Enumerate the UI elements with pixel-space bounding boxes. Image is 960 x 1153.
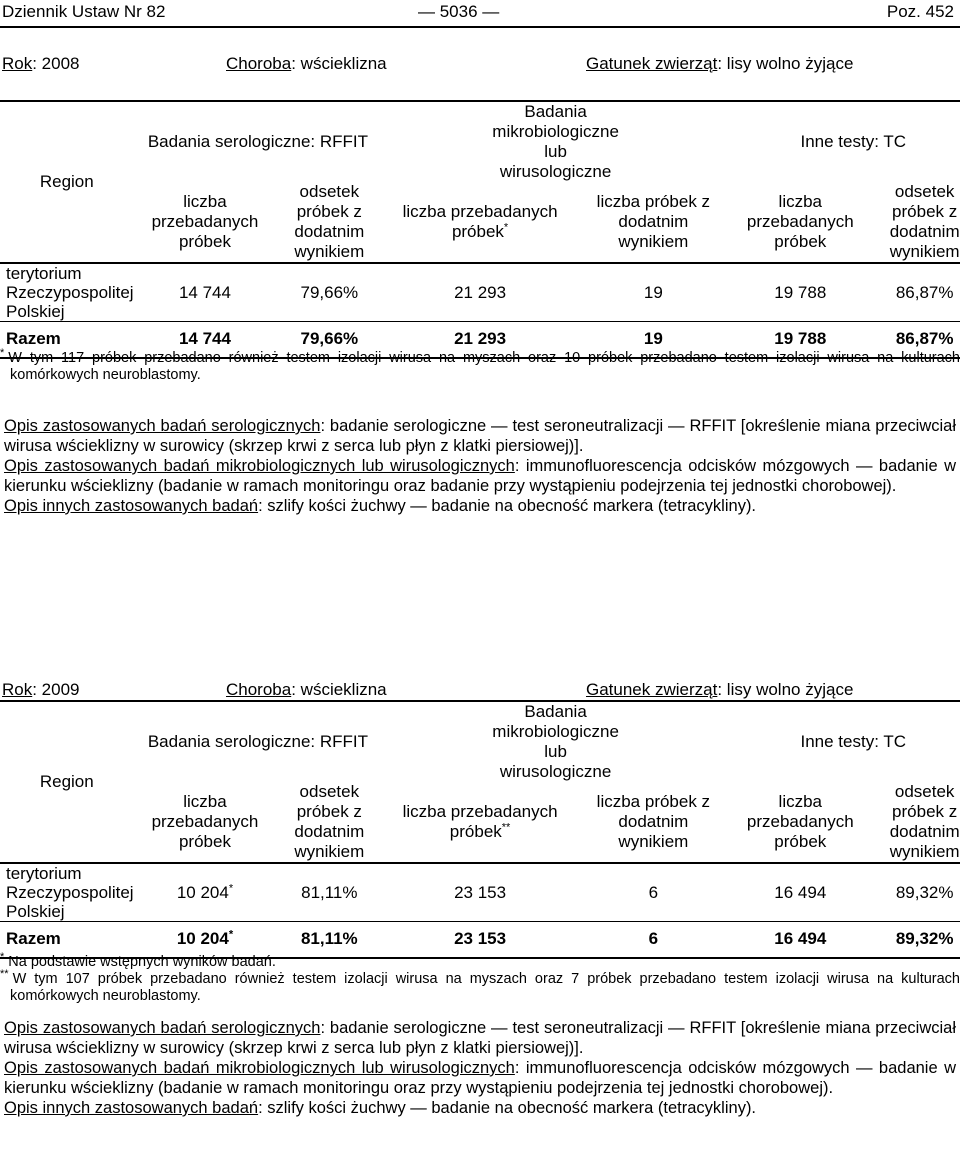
table-row [0, 263, 960, 322]
col-micro-count [382, 782, 578, 863]
species [586, 680, 853, 700]
year-value: : 2009 [32, 680, 80, 699]
value-text: 79,66% [300, 329, 359, 349]
footnote [0, 968, 960, 1005]
table-row [0, 863, 960, 922]
value-text: 10 204 [176, 882, 229, 902]
value-cell-2 [276, 863, 382, 922]
value-text: 14 744 [178, 329, 231, 349]
value-text: 79,66% [300, 282, 359, 302]
data-table [0, 100, 960, 359]
data-table [0, 700, 960, 959]
value-cell-2 [276, 263, 382, 322]
col-sero-count [134, 782, 277, 863]
value-cell-5 [729, 922, 872, 958]
value-text: 23 153 [454, 882, 507, 902]
journal-title: Dziennik Ustaw Nr 82 [2, 2, 166, 21]
col-micro-count [382, 182, 578, 263]
footnotes [0, 347, 960, 384]
value-cell-5 [729, 263, 872, 322]
value-cell-4 [578, 863, 729, 922]
disease-value: : wścieklizna [291, 54, 387, 73]
method-description [4, 416, 956, 456]
value-cell-3 [382, 863, 578, 922]
col-sero-percent-text: odsetek próbek z dodatnim wynikiem [294, 782, 365, 861]
species-label: Gatunek zwierząt [586, 54, 718, 73]
value-text: 81,11% [300, 929, 358, 949]
col-other-count [729, 782, 872, 863]
value-text: 89,32% [895, 929, 954, 949]
col-other-percent [872, 182, 960, 263]
method-description [4, 1098, 956, 1118]
col-sero-percent-text: odsetek próbek z dodatnim wynikiem [294, 182, 365, 261]
position-number: Poz. 452 [886, 2, 954, 21]
page-header [0, 0, 960, 28]
col-micro-positive [578, 782, 729, 863]
value-text: 23 153 [454, 929, 507, 949]
value-cell-1 [134, 863, 277, 922]
method-descriptions [4, 1018, 956, 1118]
value-text: 81,11% [301, 882, 358, 902]
value-cell-4 [578, 922, 729, 958]
header-row-columns [0, 182, 960, 263]
footnotes [0, 951, 960, 1005]
value-text: 19 788 [774, 282, 827, 302]
method-text: : immunofluorescencja odcisków mózgowych — badanie w kierunku wścieklizny (badanie w ramach monitoringu oraz badanie przy wystąpieniu podejrzenia tej jednostki chorobowej). [4, 457, 956, 495]
value-cell-6 [872, 263, 960, 322]
col-micro-positive-text: liczba próbek z dodatnim wynikiem [596, 192, 711, 251]
col-sero-count-text: liczba przebadanych próbek [151, 192, 259, 251]
header-row-columns [0, 782, 960, 863]
group-microbiology: Badania mikrobiologiczne lub wirusologiczne [382, 701, 729, 782]
footnote-mark: * [0, 347, 5, 360]
col-other-percent [872, 782, 960, 863]
method-label: Opis innych zastosowanych badań [4, 497, 259, 515]
footnote-text: W tym 117 próbek przebadano również testem izolacji wirusa na myszach oraz 10 próbek przebadano testem izolacji wirusa na kulturach komórkowych neuroblastomy. [8, 350, 960, 383]
col-other-count [729, 182, 872, 263]
value-cell-4 [578, 263, 729, 322]
value-cell-3 [382, 263, 578, 322]
region-cell: Razem [0, 922, 134, 958]
method-description [4, 1058, 956, 1098]
species [586, 54, 853, 74]
footnote [0, 951, 960, 971]
col-micro-positive [578, 182, 729, 263]
group-microbiology: Badania mikrobiologiczne lub wirusologiczne [382, 101, 729, 182]
col-micro-count-footnote-mark: * [503, 221, 509, 234]
value-text: 16 494 [774, 882, 827, 902]
value-cell-6 [872, 863, 960, 922]
value-text: 6 [648, 882, 659, 902]
species-label: Gatunek zwierząt [586, 680, 718, 699]
year [2, 54, 80, 74]
region-header: Region [0, 701, 134, 863]
value-text: 19 788 [774, 329, 827, 349]
value-text: 19 [643, 329, 663, 349]
value-text: 86,87% [895, 329, 954, 349]
value-text: 89,32% [895, 882, 954, 902]
species-value: : lisy wolno żyjące [717, 680, 854, 699]
species-value: : lisy wolno żyjące [717, 54, 854, 73]
year-value: : 2008 [32, 54, 80, 73]
disease-label: Choroba [226, 680, 292, 699]
method-text: : szlify kości żuchwy — badanie na obecność markera (tetracykliny). [258, 1099, 757, 1117]
footnote-text: W tym 107 próbek przebadano również testem izolacji wirusa na myszach oraz 7 próbek przebadano testem izolacji wirusa na kulturach komórkowych neuroblastomy. [10, 971, 960, 1004]
method-descriptions [4, 416, 956, 516]
method-text: : badanie serologiczne — test seroneutralizacji — RFFIT [określenie miana przeciwciał wirusa wścieklizny w surowicy (skrzep krwi z serca lub płyn z klatki piersiowej)]. [4, 1019, 956, 1057]
group-other-tests: Inne testy: TC [729, 701, 960, 782]
region-cell: Razem [0, 322, 134, 358]
col-sero-percent [276, 182, 382, 263]
year [2, 680, 80, 700]
method-description [4, 1018, 956, 1058]
method-label: Opis zastosowanych badań serologicznych [4, 1019, 321, 1037]
col-micro-count-footnote-mark: ** [501, 821, 511, 834]
col-other-percent-text: odsetek próbek z dodatnim wynikiem [889, 782, 960, 861]
region-cell: terytorium Rzeczypospolitej Polskiej [0, 863, 134, 922]
col-sero-count-text: liczba przebadanych próbek [151, 792, 259, 851]
value-cell-2 [276, 922, 382, 958]
region-header: Region [0, 101, 134, 263]
page-number: — 5036 — [418, 2, 500, 21]
footnote-mark: * [228, 881, 234, 894]
value-text: 21 293 [454, 329, 507, 349]
col-micro-positive-text: liczba próbek z dodatnim wynikiem [596, 792, 711, 851]
region-cell: terytorium Rzeczypospolitej Polskiej [0, 263, 134, 322]
footnote-mark: ** [0, 968, 9, 981]
disease [226, 54, 387, 74]
method-text: : immunofluorescencja odcisków mózgowych — badanie w kierunku wścieklizny (badanie w ramach monitoringu oraz przy wystąpieniu podejrzenia tej jednostki chorobowej). [4, 1059, 956, 1097]
value-text: 21 293 [454, 282, 507, 302]
col-sero-count [134, 182, 277, 263]
value-cell-1 [134, 263, 277, 322]
section-title-line [0, 54, 960, 80]
value-cell-5 [729, 863, 872, 922]
method-label: Opis zastosowanych badań mikrobiologicznych lub wirusologicznych [4, 1059, 515, 1077]
disease [226, 680, 387, 700]
footnote-mark: * [228, 928, 234, 941]
total-row [0, 922, 960, 958]
value-text: 19 [643, 282, 663, 302]
col-micro-count-text: liczba przebadanych próbek [402, 202, 558, 241]
value-text: 10 204 [176, 929, 229, 949]
group-serology: Badania serologiczne: RFFIT [134, 701, 383, 782]
footnote-mark: * [0, 951, 5, 964]
method-label: Opis innych zastosowanych badań [4, 1099, 259, 1117]
group-other-tests: Inne testy: TC [729, 101, 960, 182]
method-text: : badanie serologiczne — test seroneutralizacji — RFFIT [określenie miana przeciwciał wirusa wścieklizny w surowicy (skrzep krwi z serca lub płyn z klatki piersiowej)]. [4, 417, 956, 455]
method-label: Opis zastosowanych badań mikrobiologicznych lub wirusologicznych [4, 457, 515, 475]
header-row-groups [0, 101, 960, 182]
col-sero-percent [276, 782, 382, 863]
col-other-count-text: liczba przebadanych próbek [746, 192, 854, 251]
method-description [4, 456, 956, 496]
value-cell-6 [872, 922, 960, 958]
col-other-count-text: liczba przebadanych próbek [746, 792, 854, 851]
disease-label: Choroba [226, 54, 292, 73]
value-cell-1 [134, 922, 277, 958]
value-text: 6 [648, 929, 659, 949]
method-label: Opis zastosowanych badań serologicznych [4, 417, 321, 435]
method-description [4, 496, 956, 516]
header-row-groups [0, 701, 960, 782]
value-text: 86,87% [895, 282, 954, 302]
group-serology: Badania serologiczne: RFFIT [134, 101, 383, 182]
value-text: 16 494 [774, 929, 827, 949]
value-cell-3 [382, 922, 578, 958]
footnote-text: Na podstawie wstępnych wyników badań. [8, 954, 276, 970]
col-micro-count-text: liczba przebadanych próbek [402, 802, 558, 841]
year-label: Rok [2, 54, 33, 73]
disease-value: : wścieklizna [291, 680, 387, 699]
method-text: : szlify kości żuchwy — badanie na obecność markera (tetracykliny). [258, 497, 757, 515]
value-text: 14 744 [178, 282, 231, 302]
footnote [0, 347, 960, 384]
year-label: Rok [2, 680, 33, 699]
col-other-percent-text: odsetek próbek z dodatnim wynikiem [889, 182, 960, 261]
header-rule [0, 26, 960, 28]
